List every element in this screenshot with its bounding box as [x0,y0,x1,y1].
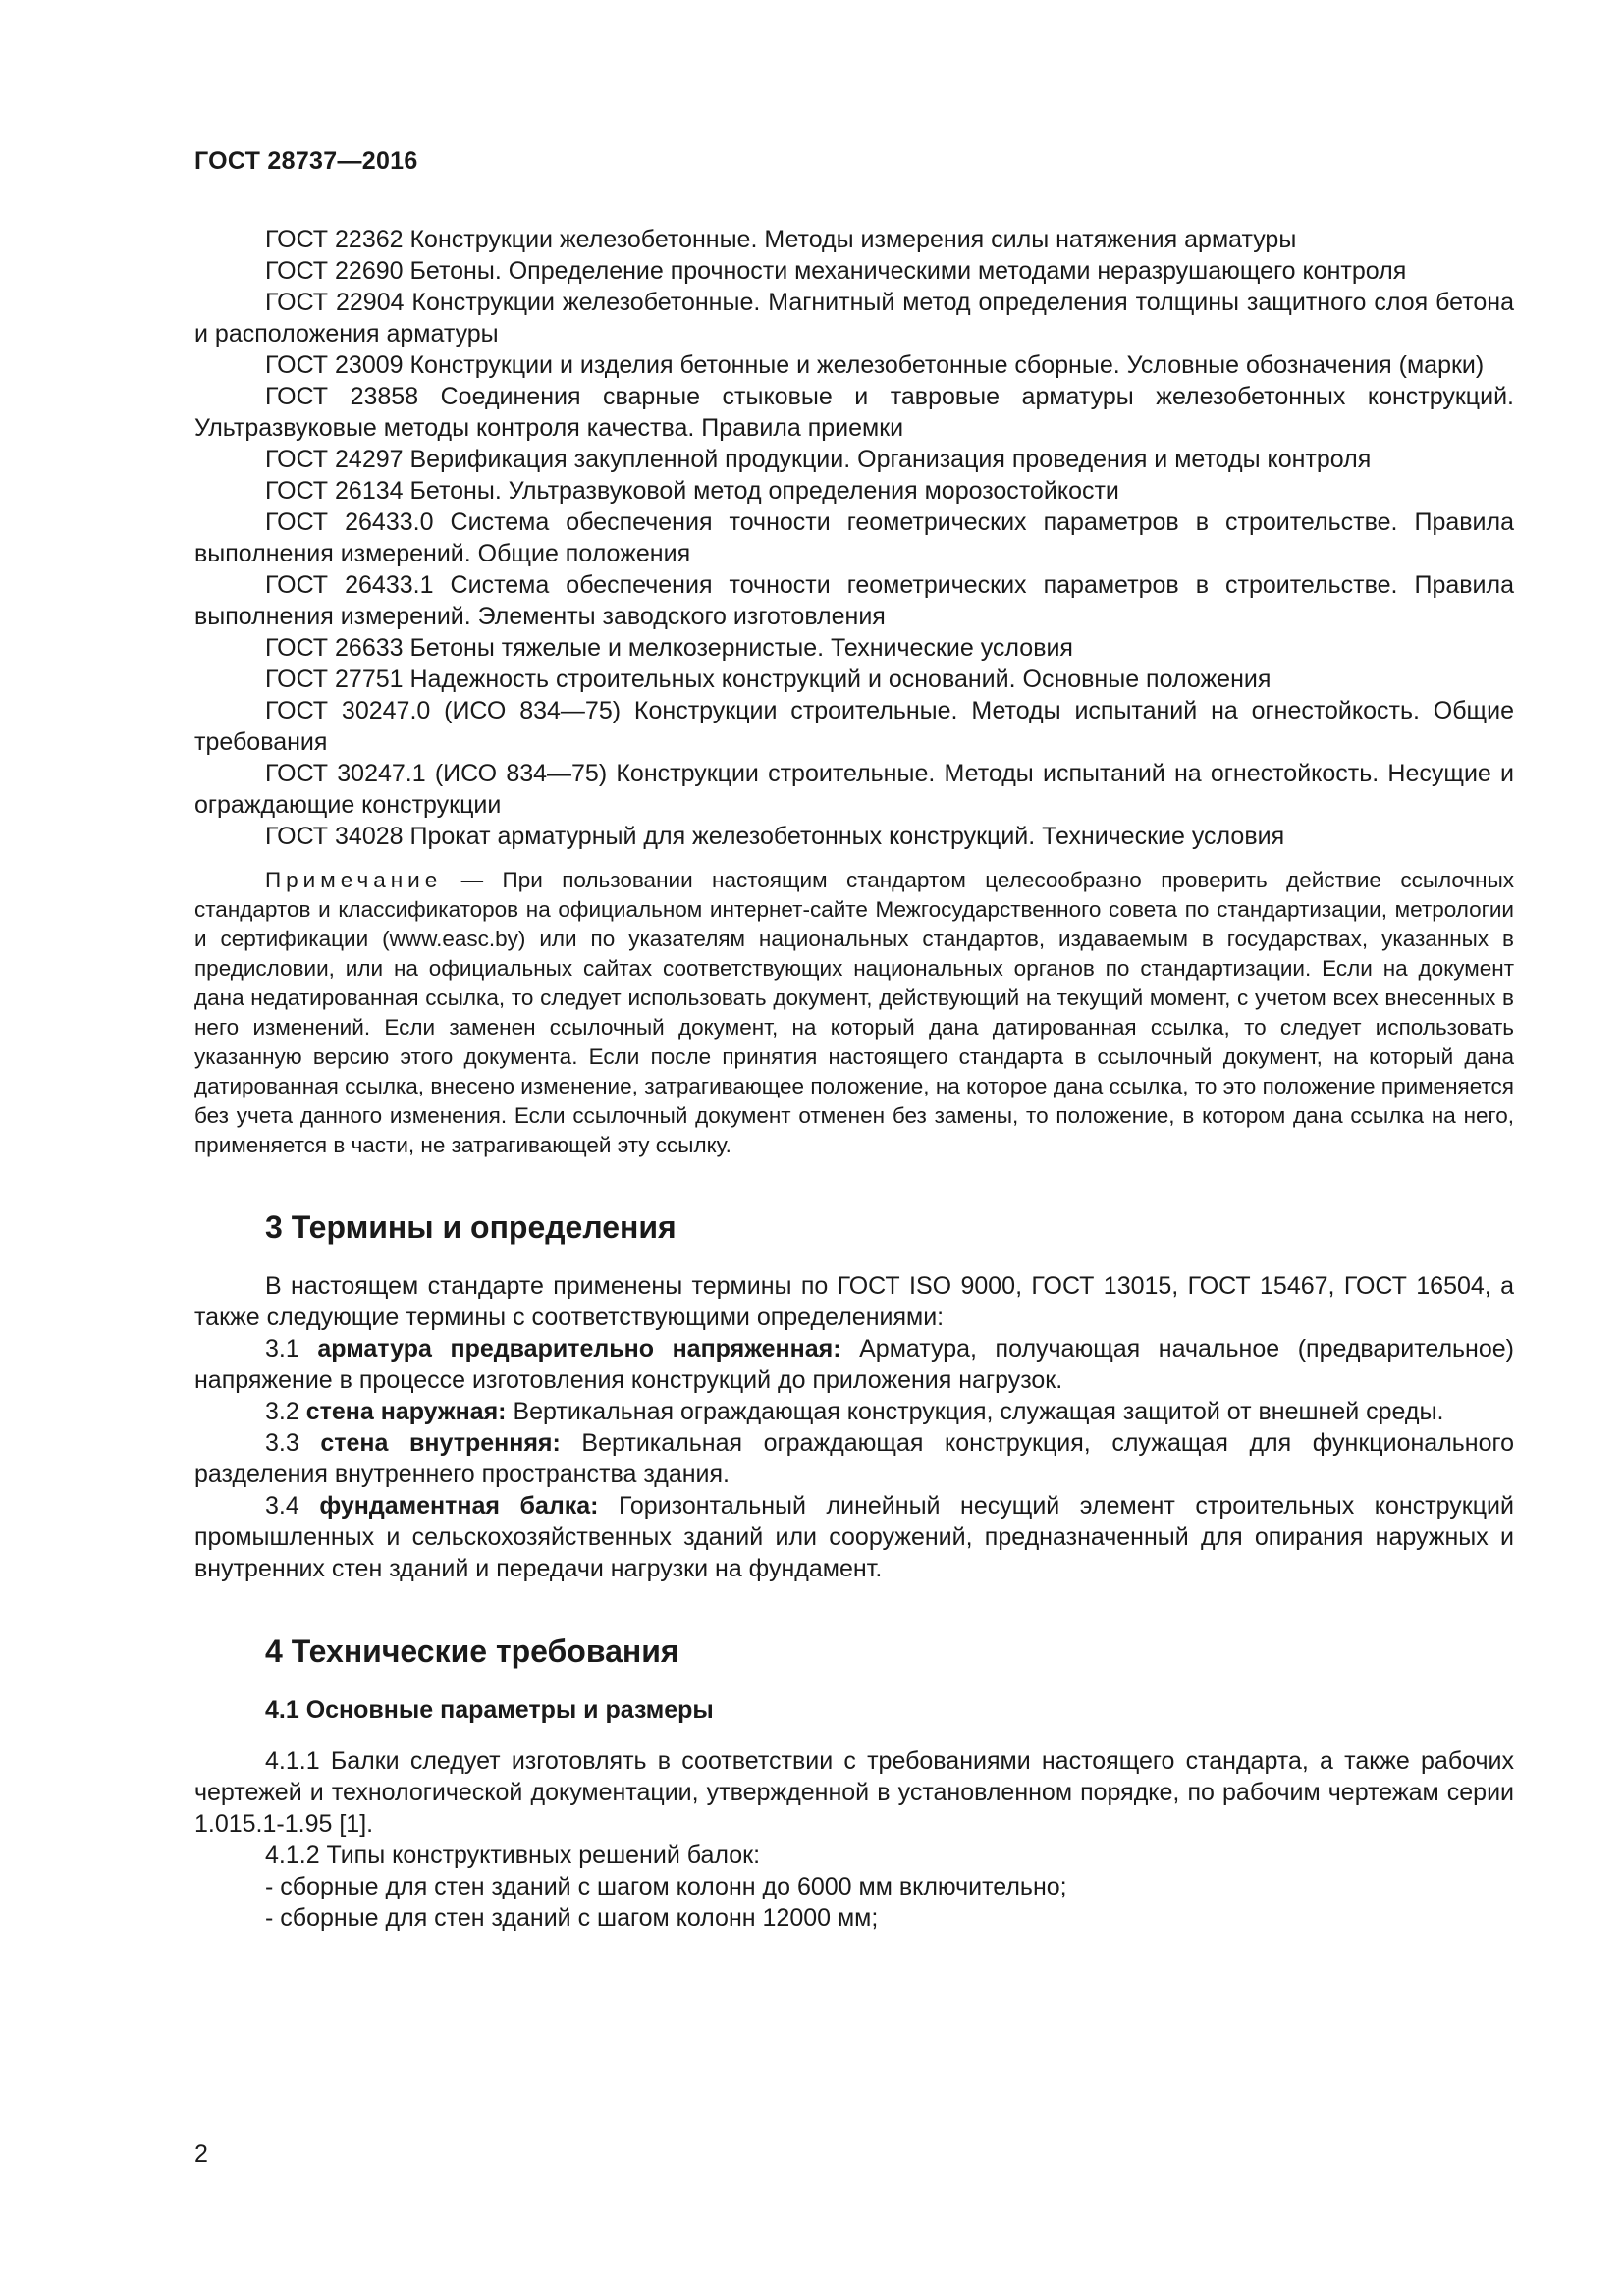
term-name: стена наружная: [305,1398,507,1425]
note-text: — При пользовании настоящим стандартом целесообразно проверить действие ссылочных стандартов и классификаторов на официальном интернет-сайте Межгосударственного совета по стандартизации, метрологии и сертификации (www.easc.by) или по указателям национальных стандартов, издаваемым в государствах, указанных в предисловии, или на официальных сайтах соответствующих национальных органов по стандартизации. Если на документ дана недатированная ссылка, то следует использовать документ, действующий на текущий момент, с учетом всех внесенных в него изменений. Если заменен ссылочный документ, на который дана датированная ссылка, то следует использовать указанную версию этого документа. Если после принятия настоящего стандарта в ссылочный документ, на который дана датированная ссылка, внесено изменение, затрагивающее положение, на которое дана ссылка, то это положение применяется без учета данного изменения. Если ссылочный документ отменен без замены, то положение, в котором дана ссылка на него, применяется в части, не затрагивающей эту ссылку. [194,868,1514,1157]
term-number: 3.1 [265,1335,318,1362]
normative-references [194,224,1514,852]
list-item: - сборные для стен зданий с шагом колонн до 6000 мм включительно; [265,1873,1067,1900]
ref-item: ГОСТ 34028 Прокат арматурный для железобетонных конструкций. Технические условия [265,823,1285,850]
ref-item: ГОСТ 22362 Конструкции железобетонные. Методы измерения силы натяжения арматуры [265,226,1297,253]
ref-item: ГОСТ 30247.0 (ИСО 834—75) Конструкции строительные. Методы испытаний на огнестойкость. Общие требования [194,697,1514,756]
term-def: Арматура, получающая начальное (предварительное) напряжение в процессе изготовления конструкций до приложения нагрузок. [194,1335,1514,1394]
term-def: Горизонтальный линейный несущий элемент строительных конструкций промышленных и сельскохозяйственных зданий или сооружений, предназначенный для опирания наружных и внутренних стен зданий и передачи нагрузки на фундамент. [194,1492,1514,1582]
section-3-intro: В настоящем стандарте применены термины по ГОСТ ISO 9000, ГОСТ 13015, ГОСТ 15467, ГОСТ 16504, а также следующие термины с соответствующими определениями: [194,1272,1514,1331]
ref-item: ГОСТ 23858 Соединения сварные стыковые и тавровые арматуры железобетонных конструкций. Ультразвуковые методы контроля качества. Правила приемки [194,383,1514,442]
note-label: Примечание [265,868,443,892]
term-definition [194,1427,1514,1490]
term-definition [194,1490,1514,1584]
ref-item: ГОСТ 27751 Надежность строительных конструкций и оснований. Основные положения [265,666,1272,693]
page-number: 2 [194,2140,208,2167]
document-header: ГОСТ 28737—2016 [194,147,418,175]
term-name: фундаментная балка: [319,1492,599,1520]
ref-item: ГОСТ 26134 Бетоны. Ультразвуковой метод определения морозостойкости [265,477,1119,505]
ref-item: ГОСТ 26433.1 Система обеспечения точности геометрических параметров в строительстве. Правила выполнения измерений. Элементы заводского изготовления [194,571,1514,630]
term-def: Вертикальная ограждающая конструкция, служащая для функционального разделения внутреннего пространства здания. [194,1429,1514,1488]
ref-item: ГОСТ 23009 Конструкции и изделия бетонные и железобетонные сборные. Условные обозначения (марки) [265,351,1485,379]
ref-item: ГОСТ 26433.0 Система обеспечения точности геометрических параметров в строительстве. Правила выполнения измерений. Общие положения [194,508,1514,567]
term-number: 3.3 [265,1429,321,1457]
subsection-4-1-heading: 4.1 Основные параметры и размеры [265,1696,714,1724]
section-3-heading: 3 Термины и определения [265,1209,677,1245]
term-name: арматура предварительно напряженная: [317,1335,841,1362]
term-definition [194,1333,1514,1396]
ref-item: ГОСТ 24297 Верификация закупленной продукции. Организация проведения и методы контроля [265,446,1372,473]
term-definition [194,1396,1514,1427]
note-paragraph [194,866,1514,1160]
term-number: 3.4 [265,1492,320,1520]
ref-item: ГОСТ 30247.1 (ИСО 834—75) Конструкции строительные. Методы испытаний на огнестойкость. Несущие и ограждающие конструкции [194,760,1514,819]
ref-item: ГОСТ 26633 Бетоны тяжелые и мелкозернистые. Технические условия [265,634,1073,662]
paragraph-4-1-1: 4.1.1 Балки следует изготовлять в соответствии с требованиями настоящего стандарта, а также рабочих чертежей и технологической документации, утвержденной в установленном порядке, по рабочим чертежам серии 1.015.1-1.95 [1]. [194,1747,1514,1838]
term-def: Вертикальная ограждающая конструкция, служащая защитой от внешней среды. [506,1398,1444,1425]
list-item: - сборные для стен зданий с шагом колонн 12000 мм; [265,1904,879,1932]
term-number: 3.2 [265,1398,306,1425]
term-name: стена внутренняя: [320,1429,561,1457]
section-4-heading: 4 Технические требования [265,1633,679,1669]
document-body [194,224,1514,1934]
ref-item: ГОСТ 22690 Бетоны. Определение прочности механическими методами неразрушающего контроля [265,257,1407,285]
ref-item: ГОСТ 22904 Конструкции железобетонные. Магнитный метод определения толщины защитного слоя бетона и расположения арматуры [194,289,1514,347]
paragraph-4-1-2: 4.1.2 Типы конструктивных решений балок: [265,1842,761,1869]
